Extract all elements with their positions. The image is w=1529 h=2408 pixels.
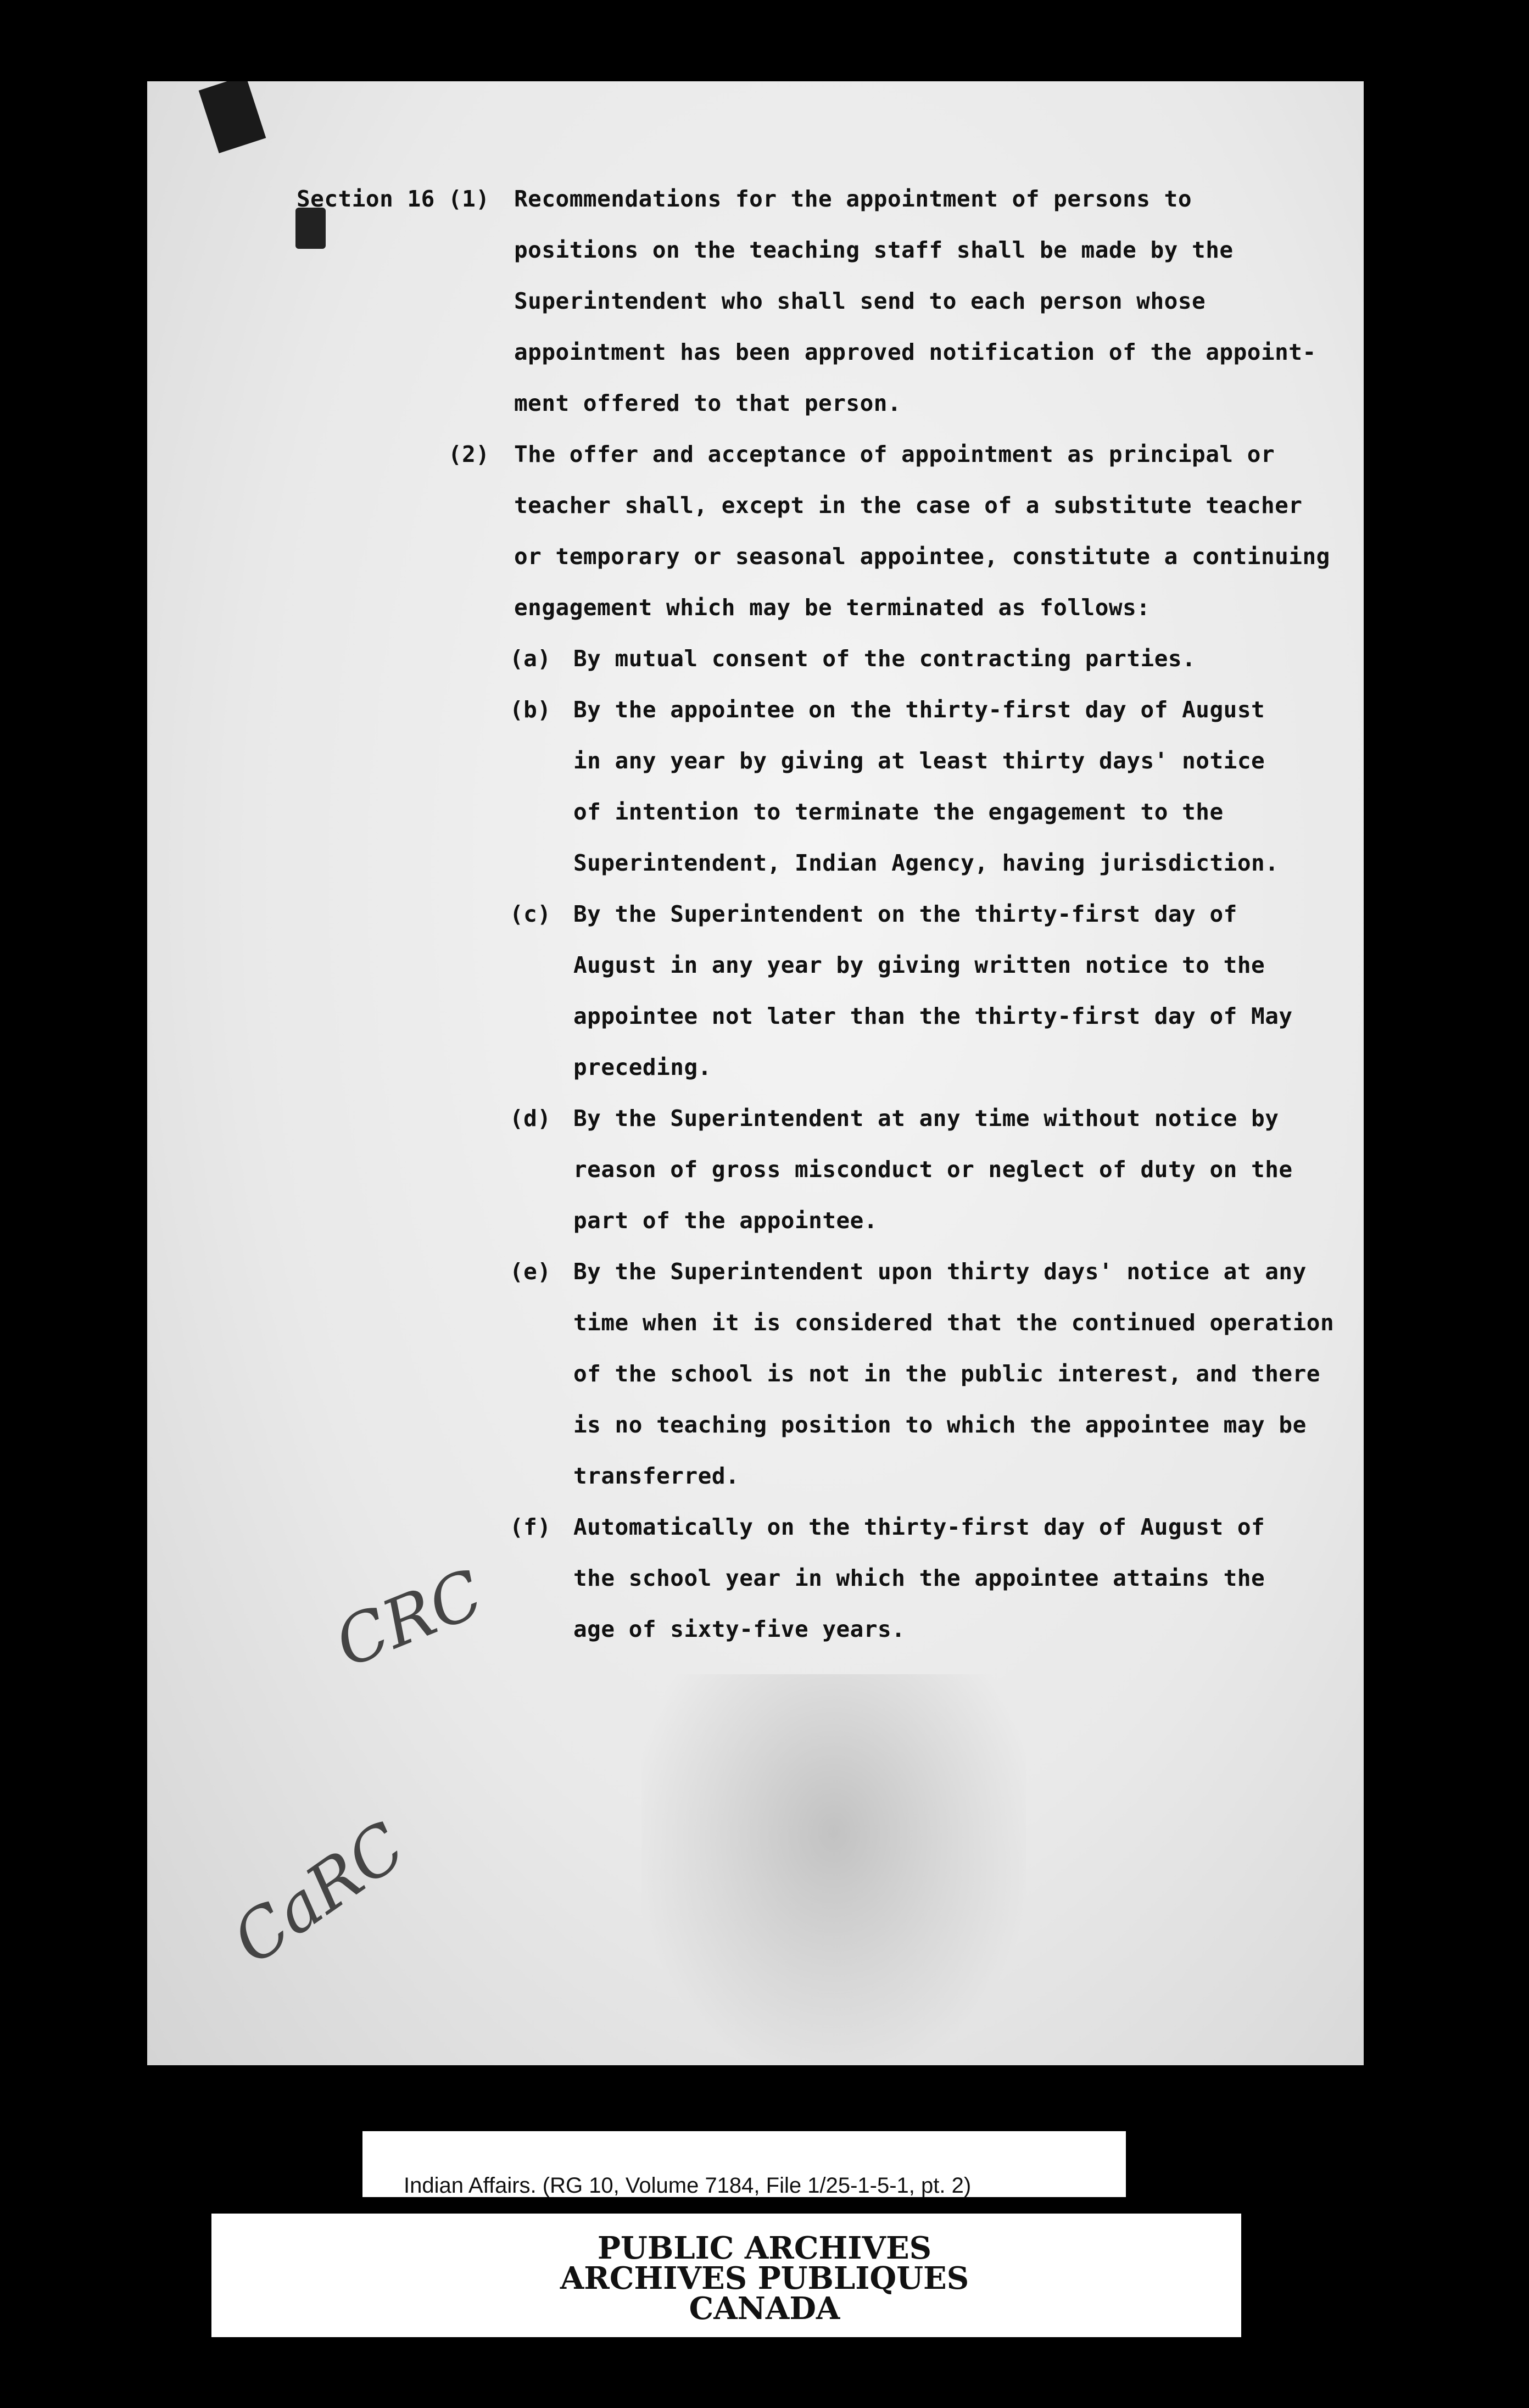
tape-mark-small	[295, 208, 326, 249]
text-line: or temporary or seasonal appointee, constitute a continuing	[514, 543, 1330, 570]
text-line: Recommendations for the appointment of persons to	[514, 186, 1192, 212]
text-line: preceding.	[573, 1054, 712, 1080]
sub-clause-label: (b)	[510, 696, 551, 723]
paper-stain	[641, 1674, 1026, 2065]
clause-number: (2)	[448, 441, 490, 467]
sub-clause-label: (e)	[510, 1258, 551, 1285]
document-page	[147, 81, 1364, 2065]
text-line: By the Superintendent upon thirty days' notice at any	[573, 1258, 1307, 1285]
sub-clause-label: (d)	[510, 1105, 551, 1131]
text-line: of the school is not in the public interest, and there	[573, 1361, 1320, 1387]
text-line: of intention to terminate the engagement to the	[573, 799, 1224, 825]
archive-citation: Indian Affairs. (RG 10, Volume 7184, File 1/25-1-5-1, pt. 2)	[404, 2173, 972, 2198]
text-line: appointee not later than the thirty-first day of May	[573, 1003, 1293, 1029]
text-line: appointment has been approved notification of the appoint-	[514, 339, 1316, 365]
sub-clause-label: (f)	[510, 1514, 551, 1540]
text-line: By mutual consent of the contracting parties.	[573, 645, 1196, 672]
text-line: part of the appointee.	[573, 1207, 878, 1234]
sub-clause-label: (a)	[510, 645, 551, 672]
text-line: transferred.	[573, 1463, 740, 1489]
text-line: August in any year by giving written notice to the	[573, 952, 1265, 978]
archive-stamp-line: ARCHIVES PUBLIQUES	[560, 2260, 969, 2296]
text-line: the school year in which the appointee attains the	[573, 1565, 1265, 1591]
text-line: The offer and acceptance of appointment as principal or	[514, 441, 1275, 467]
text-line: engagement which may be terminated as follows:	[514, 594, 1151, 621]
archive-stamp-line: PUBLIC ARCHIVES	[597, 2230, 932, 2266]
text-line: Superintendent, Indian Agency, having jurisdiction.	[573, 850, 1279, 876]
text-line: in any year by giving at least thirty days' notice	[573, 748, 1265, 774]
text-line: reason of gross misconduct or neglect of duty on the	[573, 1156, 1293, 1183]
archive-stamp-line: CANADA	[689, 2290, 840, 2327]
text-line: positions on the teaching staff shall be made by the	[514, 237, 1234, 263]
section-heading: Section 16	[297, 186, 435, 212]
text-line: Superintendent who shall send to each person whose	[514, 288, 1206, 314]
text-line: ment offered to that person.	[514, 390, 902, 416]
handwritten-note: CaRC	[219, 1808, 419, 1980]
text-line: By the Superintendent on the thirty-first day of	[573, 901, 1237, 927]
text-line: time when it is considered that the continued operation	[573, 1309, 1335, 1336]
text-line: is no teaching position to which the appointee may be	[573, 1412, 1307, 1438]
clause-number: (1)	[448, 186, 490, 212]
text-line: By the Superintendent at any time without notice by	[573, 1105, 1279, 1131]
text-line: By the appointee on the thirty-first day of August	[573, 696, 1265, 723]
tape-mark	[199, 81, 266, 153]
text-line: age of sixty-five years.	[573, 1616, 906, 1642]
sub-clause-label: (c)	[510, 901, 551, 927]
handwritten-note: CRC	[325, 1555, 494, 1683]
text-line: Automatically on the thirty-first day of August of	[573, 1514, 1265, 1540]
text-line: teacher shall, except in the case of a substitute teacher	[514, 492, 1303, 519]
